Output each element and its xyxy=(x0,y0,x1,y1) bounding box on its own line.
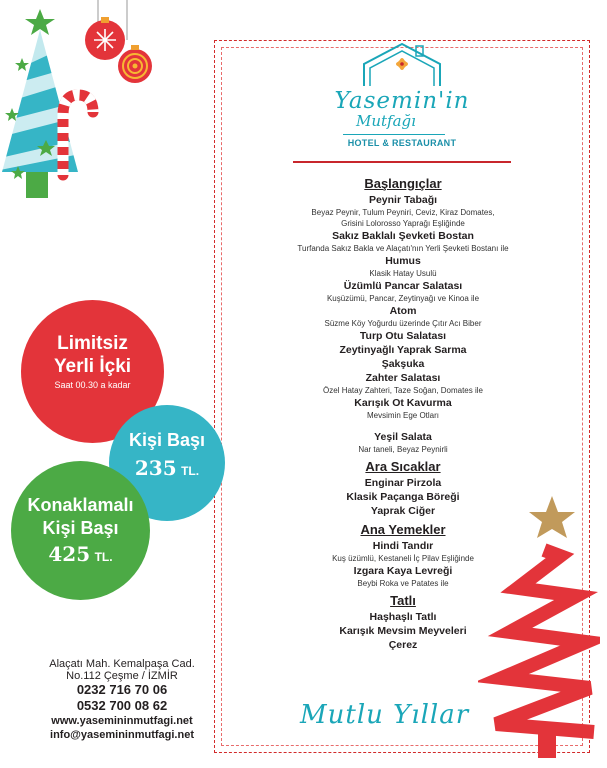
menu-item: Çerez xyxy=(388,639,418,651)
menu-item: Peynir Tabağı xyxy=(368,194,438,206)
price-value: 425 xyxy=(48,542,91,566)
price-currency: TL. xyxy=(181,464,200,478)
contact-block xyxy=(32,658,212,742)
badge-line-2: Kişi Başı xyxy=(42,518,119,538)
menu-item: Karışık Mevsim Meyveleri xyxy=(339,625,467,637)
menu-item-description: Beyaz Peynir, Tulum Peyniri, Ceviz, Kiraz Domates, xyxy=(311,208,495,217)
menu-spacer xyxy=(253,421,553,430)
menu-item: Yeşil Salata xyxy=(374,431,432,443)
menu-item: Hindi Tandır xyxy=(372,540,434,552)
phone-1[interactable]: 0232 716 70 06 xyxy=(76,682,168,697)
menu-item: Şakşuka xyxy=(381,358,425,370)
menu-section-heading: Ana Yemekler xyxy=(360,522,446,537)
menu-item-description: Kuş üzümlü, Kestaneli İç Pilav Eşliğinde xyxy=(332,554,474,563)
menu-item: Enginar Pirzola xyxy=(364,477,442,489)
tree-trunk xyxy=(26,170,48,198)
badge-line-1: Limitsiz xyxy=(57,333,128,354)
logo-script-name: Yasemin'in xyxy=(334,88,470,114)
badge-label: Kişi Başı xyxy=(128,430,206,450)
menu-item-description: Klasik Hatay Usulü xyxy=(369,269,437,278)
star-icon xyxy=(529,496,575,538)
badge-line-2: Yerli İçki xyxy=(53,356,132,377)
menu-section-heading: Tatlı xyxy=(390,593,416,608)
menu-item-description: Süzme Köy Yoğurdu üzerinde Çıtır Acı Biber xyxy=(324,319,482,328)
menu-item: Turp Otu Salatası xyxy=(359,330,447,342)
website-link[interactable]: www.yasemininmutfagi.net xyxy=(51,715,193,727)
email-link[interactable]: info@yasemininmutfagi.net xyxy=(50,729,194,741)
badge-note: Saat 00.30 a kadar xyxy=(54,380,131,390)
house-icon xyxy=(360,42,444,88)
menu-item-description: Kuşüzümü, Pancar, Zeytinyağı ve Kinoa ile xyxy=(326,294,480,303)
menu-item: Humus xyxy=(385,255,421,267)
menu-item: Zahter Salatası xyxy=(365,372,441,384)
christmas-tree-illustration xyxy=(0,0,160,205)
greeting-text: Mutlu Yıllar xyxy=(300,700,470,730)
with-accommodation-price-badge xyxy=(11,461,150,600)
menu-item: Üzümlü Pancar Salatası xyxy=(343,280,463,292)
header-rule xyxy=(293,161,511,163)
menu-item-description: Mevsimin Ege Otları xyxy=(366,411,440,420)
menu-section-heading: Ara Sıcaklar xyxy=(365,459,441,474)
logo-divider xyxy=(343,134,445,135)
badge-line-1: Konaklamalı xyxy=(27,495,134,515)
logo-subtitle: HOTEL & RESTAURANT xyxy=(347,138,457,148)
menu-item: Zeytinyağlı Yaprak Sarma xyxy=(339,344,467,356)
menu-item: Izgara Kaya Levreği xyxy=(353,565,453,577)
badge-price-row xyxy=(109,456,225,480)
menu-item: Atom xyxy=(389,305,417,317)
menu-item: Sakız Baklalı Şevketi Bostan xyxy=(332,230,474,242)
menu-item-description: Grisini Lolorosso Yaprağı Eşliğinde xyxy=(341,219,465,228)
menu-item: Haşhaşlı Tatlı xyxy=(369,611,437,623)
phone-2[interactable]: 0532 700 08 62 xyxy=(76,698,168,713)
menu-item-description: Beybi Roka ve Patates ile xyxy=(357,579,449,588)
address-line-1: Alaçatı Mah. Kemalpaşa Cad. xyxy=(49,658,195,670)
menu-item-description: Özel Hatay Zahteri, Taze Soğan, Domates ile xyxy=(323,386,483,395)
menu-item: Yaprak Ciğer xyxy=(370,505,436,517)
menu-item: Karışık Ot Kavurma xyxy=(354,397,452,409)
tree-trunk xyxy=(538,728,556,758)
ribbon-tree-illustration xyxy=(478,492,600,758)
menu-section-heading: Başlangıçlar xyxy=(364,176,442,191)
badge-price-row xyxy=(11,542,150,566)
logo-script-kitchen: Mutfağı xyxy=(356,112,416,130)
price-value: 235 xyxy=(134,456,177,480)
snowflake-icon xyxy=(94,29,116,51)
menu-item-description: Nar taneli, Beyaz Peynirli xyxy=(358,445,448,454)
address-line-2: No.112 Çeşme / İZMİR xyxy=(66,670,178,682)
candy-cane-icon xyxy=(63,95,93,175)
menu-item: Klasik Paçanga Böreği xyxy=(346,491,460,503)
price-currency: TL. xyxy=(94,550,113,564)
menu-item-description: Turfanda Sakız Bakla ve Alaçatı'nın Yerli Şevketi Bostanı ile xyxy=(297,244,509,253)
